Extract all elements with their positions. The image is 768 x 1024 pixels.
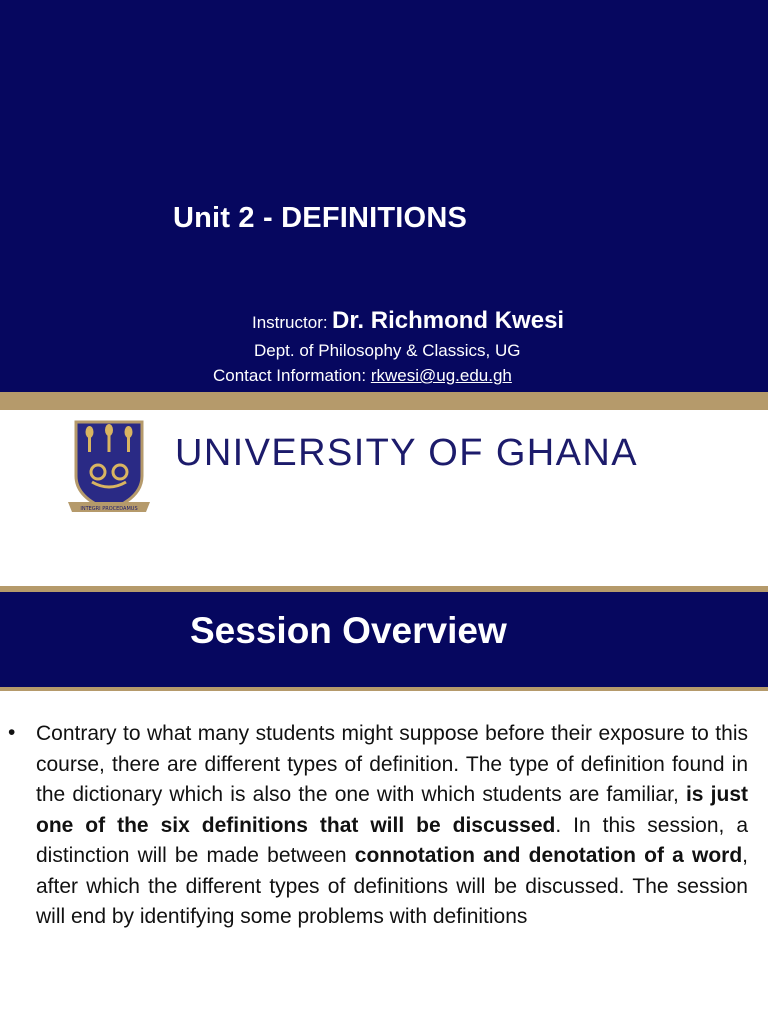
title-slide: [0, 0, 768, 392]
paragraph-bold-text: connotation and denotation of a word: [354, 844, 743, 867]
section-heading: Session Overview: [190, 610, 507, 651]
instructor-label: Instructor:: [252, 313, 328, 332]
gold-divider: [0, 392, 768, 410]
paragraph-text: , after which the different types of definitions will be discussed. The session will end by identifying some problems with definitions: [36, 844, 748, 928]
paragraph-text: Contrary to what many students might suppose before their exposure to this course, there are different types of definition. The type of definition found in the dictionary which is also the one with which students are familiar,: [36, 722, 748, 806]
session-overview-header: [0, 592, 768, 687]
contact-label: Contact Information:: [213, 366, 367, 385]
contact-line: [213, 366, 512, 386]
university-crest-icon: [68, 418, 150, 518]
university-logo-area: [0, 410, 768, 586]
session-overview-content: [0, 691, 768, 1024]
bullet-point: •: [8, 721, 16, 744]
svg-text:INTEGRI PROCEDAMUS: INTEGRI PROCEDAMUS: [80, 506, 138, 512]
paragraph-bold-text: is just one of the six definitions that will be discussed: [36, 783, 748, 837]
slide-title: Unit 2 - DEFINITIONS: [173, 202, 467, 234]
instructor-name: Dr. Richmond Kwesi: [332, 307, 565, 334]
overview-paragraph: [36, 719, 748, 933]
contact-email-link[interactable]: rkwesi@ug.edu.gh: [370, 366, 512, 385]
department: Dept. of Philosophy & Classics, UG: [254, 341, 521, 360]
paragraph-text: . In this session, a distinction will be made between: [36, 813, 748, 867]
university-name: UNIVERSITY OF GHANA: [175, 432, 638, 474]
instructor-line: [252, 307, 564, 335]
